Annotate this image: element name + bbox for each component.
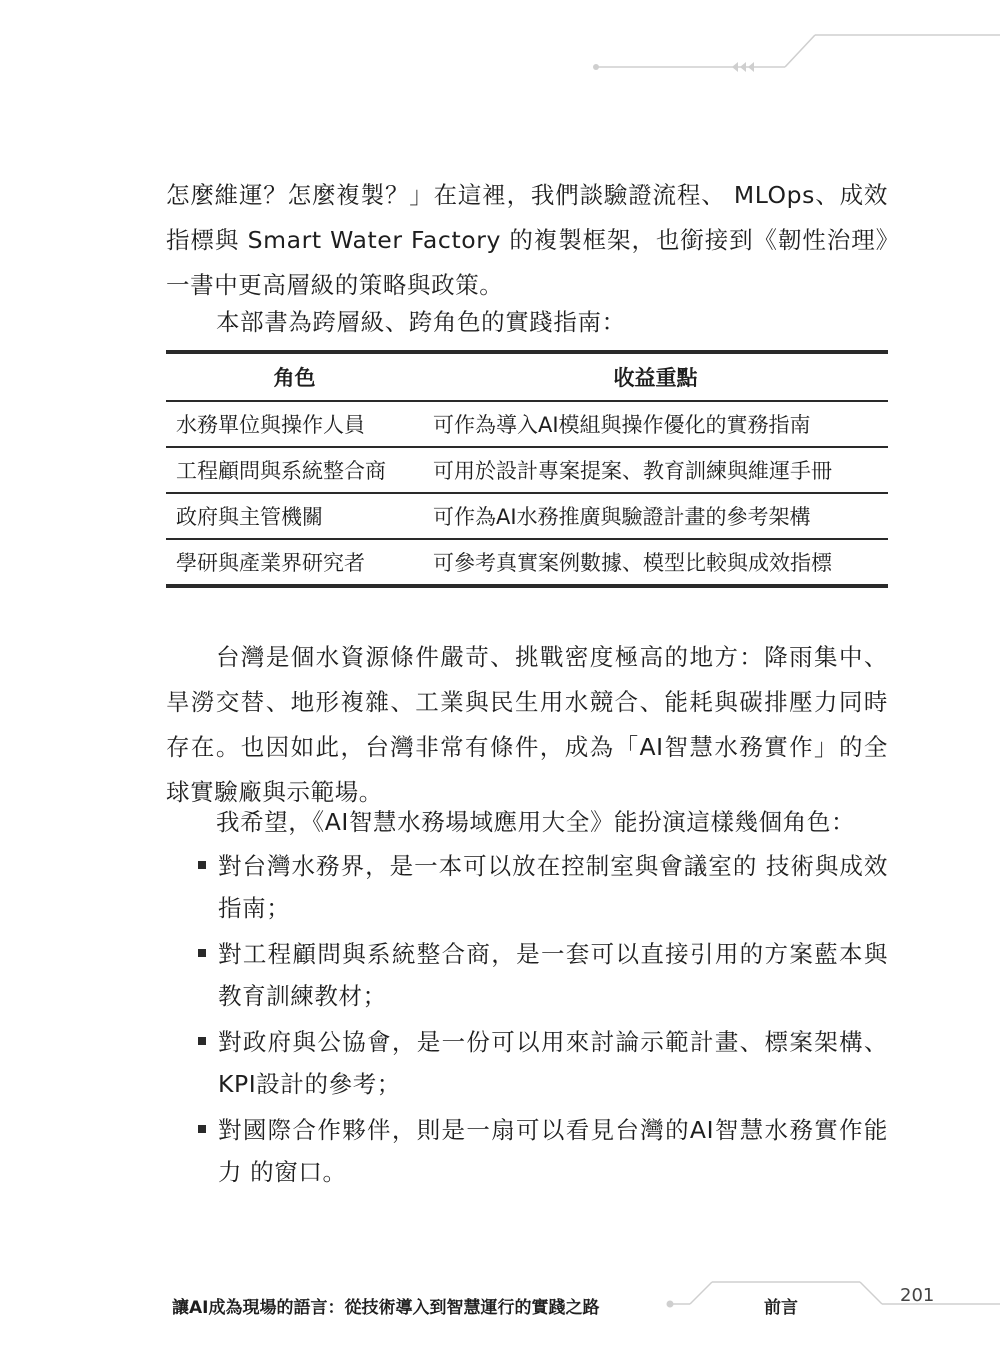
role-bullet-list (196, 845, 888, 1193)
table-row (166, 493, 888, 539)
table-cell-benefit: 可作為AI水務推廣與驗證計畫的參考架構 (423, 493, 888, 539)
table-header-role: 角色 (273, 366, 316, 390)
table-row (166, 539, 888, 586)
header-decoration (0, 0, 1000, 120)
bullet-square-icon (198, 861, 206, 869)
table-cell-role: 政府與主管機關 (166, 493, 423, 539)
list-item: 對國際合作夥伴，則是一扇可以看見台灣的AI智慧水務實作能力 的窗口。 (196, 1109, 888, 1193)
paragraph-table-intro: 本部書為跨層級、跨角色的實踐指南： (216, 308, 626, 336)
footer-book-title: 讓AI成為現場的語言：從技術導入到智慧運行的實踐之路 (172, 1298, 600, 1318)
paragraph-intro: 怎麼維運？怎麼複製？」在這裡，我們談驗證流程、 MLOps、成效指標與 Smart Water Factory 的複製框架，也銜接到《韌性治理》一書中更高層級的策略與政策。 (166, 181, 888, 299)
paragraph-roles-intro: 我希望，《AI智慧水務場域應用大全》能扮演這樣幾個角色： (216, 808, 856, 836)
bullet-square-icon (198, 1037, 206, 1045)
table-cell-benefit: 可用於設計專案提案、教育訓練與維運手冊 (423, 447, 888, 493)
table-cell-role: 工程顧問與系統整合商 (166, 447, 423, 493)
table-cell-role: 水務單位與操作人員 (166, 401, 423, 447)
bullet-square-icon (198, 1125, 206, 1133)
footer-chapter-name: 前言 (764, 1298, 798, 1318)
table-cell-benefit: 可作為導入AI模組與操作優化的實務指南 (423, 401, 888, 447)
bullet-square-icon (198, 949, 206, 957)
paragraph-taiwan: 台灣是個水資源條件嚴苛、挑戰密度極高的地方：降雨集中、旱澇交替、地形複雜、工業與民生用水競合、能耗與碳排壓力同時存在。也因如此，台灣非常有條件，成為「AI智慧水務實作」的全球實驗廠與示範場。 (166, 643, 888, 806)
list-item: 對政府與公協會，是一份可以用來討論示範計畫、標案架構、KPI設計的參考； (196, 1021, 888, 1105)
page-number: 201 (900, 1285, 935, 1306)
list-item: 對台灣水務界，是一本可以放在控制室與會議室的 技術與成效指南； (196, 845, 888, 929)
table-header-benefit: 收益重點 (613, 366, 698, 390)
table-header-row (166, 352, 888, 401)
table-cell-benefit: 可參考真實案例數據、模型比較與成效指標 (423, 539, 888, 586)
table-row (166, 447, 888, 493)
table-row (166, 401, 888, 447)
roles-table (166, 350, 888, 588)
list-item: 對工程顧問與系統整合商，是一套可以直接引用的方案藍本與教育訓練教材； (196, 933, 888, 1017)
table-cell-role: 學研與產業界研究者 (166, 539, 423, 586)
